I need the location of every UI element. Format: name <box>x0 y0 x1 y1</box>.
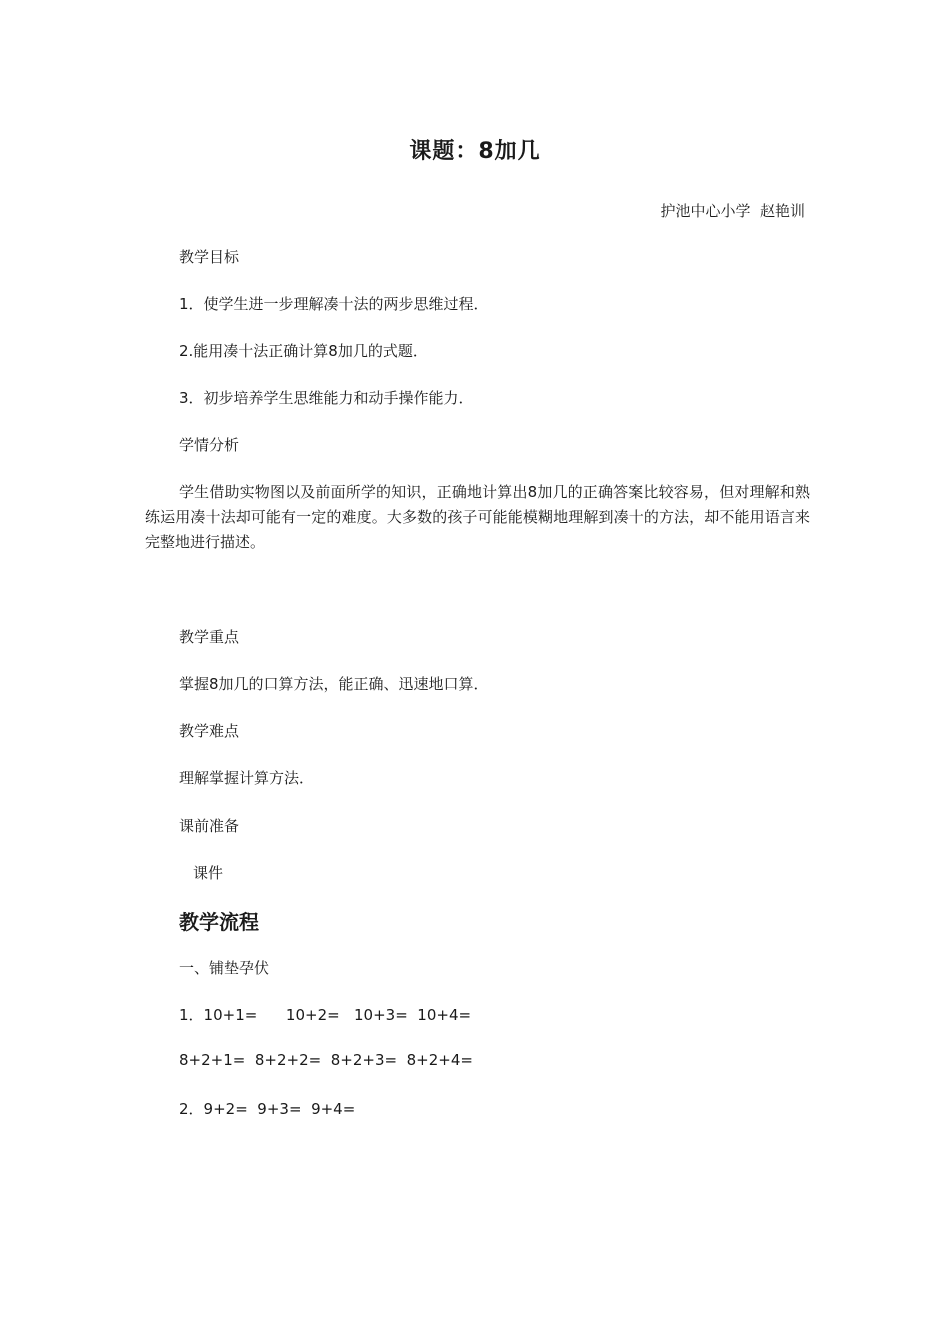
step-1-heading: 一、铺垫孕伏 <box>179 959 270 977</box>
analysis-paragraph: 学生借助实物图以及前面所学的知识，正确地计算出8加几的正确答案比较容易，但对理解和熟练运用凑十法却可能有一定的难度。大多数的孩子可能能模糊地理解到凑十的方法，却不能用语言来完整地进行描述。 <box>145 483 810 551</box>
page-title: 课题：8加几 <box>409 139 541 164</box>
difficulty-text: 理解掌握计算方法． <box>179 769 315 787</box>
exercise-1b: 8+2+1= 8+2+2= 8+2+3= 8+2+4= <box>179 1051 473 1069</box>
analysis-heading: 学情分析 <box>179 436 240 454</box>
key-point-text: 掌握8加几的口算方法，能正确、迅速地口算． <box>179 675 489 693</box>
objective-item-2: 2.能用凑十法正确计算8加几的式题． <box>179 342 428 360</box>
key-point-heading: 教学重点 <box>179 628 240 646</box>
exercise-1: 1．10+1= 10+2= 10+3= 10+4= <box>179 1006 472 1024</box>
preparation-text: 课件 <box>193 864 224 882</box>
objectives-heading: 教学目标 <box>179 248 240 266</box>
objective-item-3: 3．初步培养学生思维能力和动手操作能力． <box>179 389 474 407</box>
exercise-2: 2．9+2= 9+3= 9+4= <box>179 1100 356 1118</box>
objective-item-1: 1．使学生进一步理解凑十法的两步思维过程． <box>179 295 489 313</box>
preparation-heading: 课前准备 <box>179 817 240 835</box>
author-line: 护池中心小学 赵艳训 <box>660 202 805 220</box>
difficulty-heading: 教学难点 <box>179 722 240 740</box>
flow-heading: 教学流程 <box>179 910 259 934</box>
